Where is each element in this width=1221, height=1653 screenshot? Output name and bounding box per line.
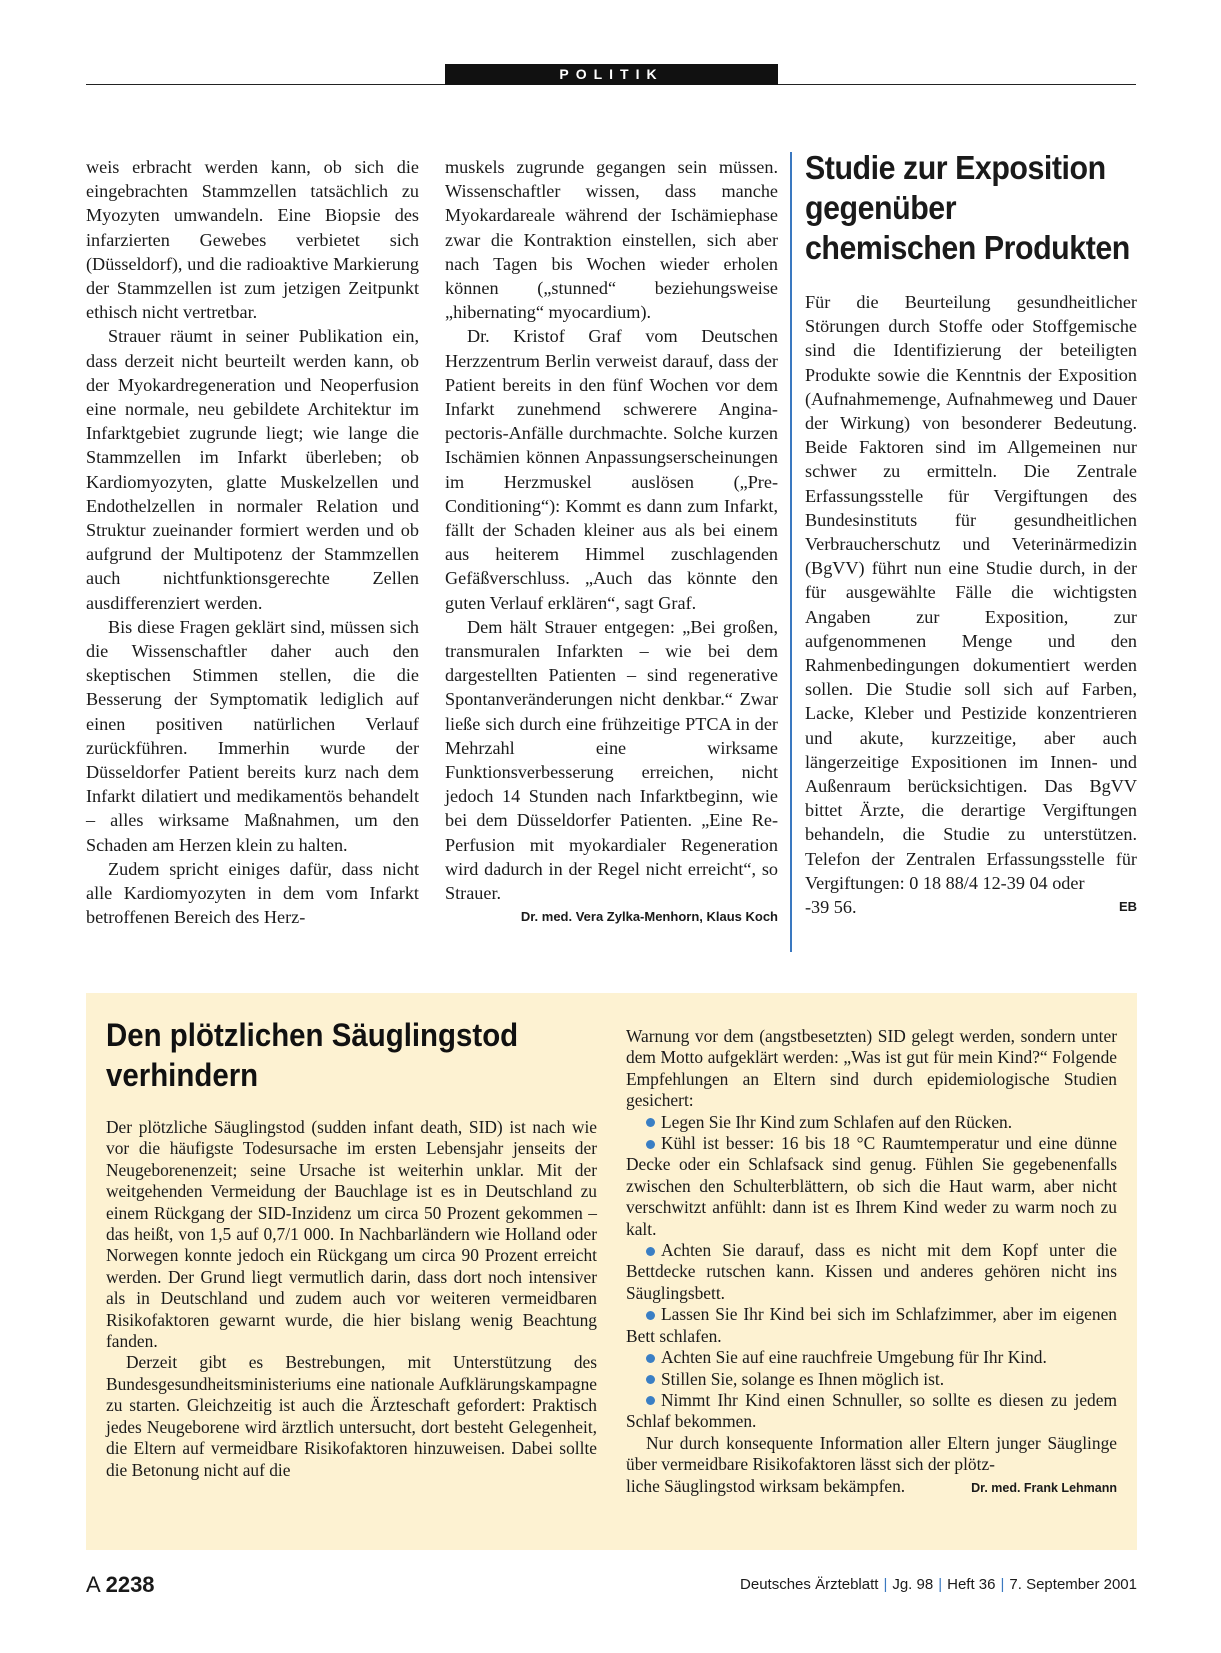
journal-info: Deutsches Ärzteblatt | Jg. 98 | Heft 36 | 7. September 2001	[740, 1576, 1137, 1593]
bullet-item: Kühl ist besser: 16 bis 18 °C Raumtemperatur und eine dünne Decke oder ein Schlafsack sind genug. Fühlen Sie gegebenenfalls zwischen den Schulterblättern, ob sich die Haut warm, aber nicht verschwitzt anfühlt: dann ist es Ihrem Kind weder zu warm noch zu kalt.	[626, 1133, 1117, 1239]
paragraph: Bis diese Fragen geklärt sind, müssen sich die Wissenschaftler daher auch den skeptischen Stimmen stellen, die die Besserung der Symptomatik lediglich auf einen positiven natürlichen Verlauf zurückführen. Immerhin wurde der Düsseldorfer Patient bereits kurz nach dem Infarkt dilatiert und medikamentös behandelt – alles wirksame Maßnahmen, um den Schaden am Herzen klein zu halten.	[86, 616, 419, 855]
paragraph: Dem hält Strauer entgegen: „Bei großen, transmuralen Infarkten – wie bei dem dargestellten Patienten – sind regenerative Spontanveränderungen nicht denkbar.“ Zwar ließe sich durch eine frühzeitige PTCA in der Mehrzahl eine wirksame Funktionsverbesserung erreichen, nicht jedoch 14 Stunden nach Infarktbeginn, wie bei dem Düsseldorfer Patienten. „Eine Re-Perfusion mit myokardialer Regeneration wird dadurch in der Regel nicht erreicht“, so Strauer.	[445, 616, 778, 904]
info-box-left-column	[106, 1117, 597, 1481]
bullet-icon	[646, 1354, 655, 1363]
bullet-item: Nimmt Ihr Kind einen Schnuller, so sollte es diesen zu jedem Schlaf bekommen.	[626, 1389, 1117, 1432]
section-label: POLITIK	[445, 64, 778, 85]
bullet-icon	[646, 1247, 655, 1256]
sidebar-author: EB	[1118, 899, 1137, 915]
bullet-item: Legen Sie Ihr Kind zum Schlafen auf den Rücken.	[626, 1112, 1117, 1133]
info-box	[86, 993, 1137, 1550]
paragraph: Nur durch konsequente Information aller Eltern junger Säuglinge über vermeidbare Risikofaktoren lässt sich der plötz-	[626, 1432, 1117, 1475]
paragraph: Dr. Kristof Graf vom Deutschen Herzzentrum Berlin verweist darauf, dass der Patient bereits in den fünf Wochen vor dem Infarkt zunehmend schwerere Angina-pectoris-Anfälle durchmachte. Solche kurzen Ischämien können Anpassungserscheinungen im Herzmuskel auslösen („Pre-Conditioning“): Kommt es dann zum Infarkt, fällt der Schaden kleiner aus als bei einem aus heiterem Himmel zuschlagenden Gefäßverschluss. „Auch das könnte den guten Verlauf erklären“, sagt Graf.	[445, 326, 778, 613]
bullet-icon	[646, 1311, 655, 1320]
paragraph: Derzeit gibt es Bestrebungen, mit Unterstützung des Bundesgesundheitsministeriums eine nationale Aufklärungskampagne zu starten. Gleichzeitig ist auch die Ärzteschaft gefordert: Praktisch jedes Neugeborene wird ärztlich untersucht, dort besteht Gelegenheit, die Eltern auf vermeidbare Risikofaktoren hinzuweisen. Dabei sollte die Betonung nicht auf die	[106, 1352, 597, 1480]
info-box-title: Den plötzlichen Säuglingstod verhindern	[106, 1017, 519, 1093]
bullet-item: Achten Sie auf eine rauchfreie Umgebung für Ihr Kind.	[626, 1347, 1117, 1368]
paragraph: Zudem spricht einiges dafür, dass nicht alle Kardiomyozyten in dem vom Infarkt betroffenen Bereich des Herz-	[86, 858, 419, 928]
article-byline: Dr. med. Vera Zylka-Menhorn, Klaus Koch	[520, 909, 778, 925]
bullet-icon	[646, 1140, 655, 1149]
bullet-item: Achten Sie darauf, dass es nicht mit dem Kopf unter die Bettdecke rutschen kann. Kissen und anderes gehören nicht ins Säuglingsbett.	[626, 1240, 1117, 1303]
bullet-icon	[646, 1396, 655, 1405]
article-column-2	[445, 155, 778, 927]
sidebar-article	[805, 148, 1137, 919]
paragraph: Warnung vor dem (angstbesetzten) SID gelegt werden, sondern unter dem Motto aufgeklärt werden: „Was ist gut für mein Kind?“ Folgende Empfehlungen an Eltern sind durch epidemiologische Studien gesichert:	[626, 1026, 1117, 1111]
info-box-right-column	[626, 1026, 1117, 1499]
article-column-1	[86, 155, 419, 930]
bullet-item: Lassen Sie Ihr Kind bei sich im Schlafzimmer, aber im eigenen Bett schlafen.	[626, 1304, 1117, 1346]
sidebar-body: Für die Beurteilung gesundheitlicher Störungen durch Stoffe oder Stoffgemische sind die Identifizierung der beteiligten Produkte sowie die Kenntnis der Exposition (Aufnahmemenge, Aufnahmeweg und Dauer der Wirkung) von besonderer Bedeutung. Beide Faktoren sind im Allgemeinen nur schwer zu ermitteln. Die Zentrale Erfassungsstelle für Vergiftungen des Bundesinstituts für gesundheitlichen Verbraucherschutz und Veterinärmedizin (BgVV) führt nun eine Studie durch, in der für ausgewählte Fälle die wichtigsten Angaben zur Exposition, zur aufgenommenen Menge und den Rahmenbedingungen dokumentiert werden sollen. Die Studie soll sich auf Farben, Lacke, Kleber und Pestizide konzentrieren und akute, kurzzeitige, aber auch längerzeitige Expositionen im Innen- und Außenraum berücksichtigen. Das BgVV bittet Ärzte, die derartige Vergiftungen behandeln, die Studie zu unterstützen. Telefon der Zentralen Erfassungsstelle für Vergiftungen: 0 18 88/4 12-39 04 oder	[805, 292, 1137, 893]
separator: |	[1000, 1576, 1005, 1593]
info-box-byline: Dr. med. Frank Lehmann	[971, 1480, 1117, 1495]
separator: |	[938, 1576, 943, 1593]
sidebar-title: Studie zur Exposition gegenüber chemischen Produkten	[805, 149, 1130, 266]
paragraph: muskels zugrunde gegangen sein müssen. Wissenschaftler wissen, dass manche Myokardareale während der Ischämiephase zwar die Kontraktion einstellen, sich aber nach Tagen bis Wochen wieder erholen können („stunned“ beziehungsweise „hibernating“ myocardium).	[445, 157, 778, 323]
bullet-item: Stillen Sie, solange es Ihnen möglich ist.	[626, 1369, 1117, 1390]
bullet-icon	[646, 1118, 655, 1127]
info-box-last-line: liche Säuglingstod wirksam bekämpfen. Dr. med. Frank Lehmann	[626, 1476, 1117, 1499]
bullet-icon	[646, 1375, 655, 1384]
paragraph: weis erbracht werden kann, ob sich die eingebrachten Stammzellen tatsächlich zu Myozyten umwandeln. Eine Biopsie des infarzierten Gewebes verbietet sich (Düsseldorf), und die radioaktive Markierung der Stammzellen ist zum jetzigen Zeitpunkt ethisch nicht vertretbar.	[86, 157, 419, 323]
sidebar-last-line: -39 56. EB	[805, 895, 1137, 919]
separator: |	[883, 1576, 888, 1593]
paragraph: Strauer räumt in seiner Publikation ein, dass derzeit nicht beurteilt werden kann, ob der Myokardregeneration und Neoperfusion eine normale, neu gebildete Architektur im Infarktgebiet zugrunde liegt; wie lange die Stammzellen im Infarkt überleben; ob Kardiomyozyten, glatte Muskelzellen und Endothelzellen in normaler Relation und Struktur zueinander formiert werden und ob aufgrund der Multipotenz der Stammzellen auch nichtfunktionsgerechte Zellen ausdifferenziert werden.	[86, 326, 419, 613]
column-divider	[790, 152, 792, 952]
paragraph: Der plötzliche Säuglingstod (sudden infant death, SID) ist nach wie vor die häufigste Todesursache im ersten Lebensjahr jenseits der Neugeborenenzeit; seine Ursache ist weiterhin unklar. Mit der weitgehenden Vermeidung der Bauchlage ist es in Deutschland zu einem Rückgang der SID-Inzidenz um circa 50 Prozent gekommen – das heißt, von 1,5 auf 0,7/1 000. In Nachbarländern wie Holland oder Norwegen konnte jedoch ein Rückgang um circa 90 Prozent erreicht werden. Der Grund liegt vermutlich darin, dass dort noch intensiver als in Deutschland und zudem auch vor weiteren vermeidbaren Risikofaktoren gewarnt wurde, die hier bislang wenig Beachtung fanden.	[106, 1117, 597, 1352]
page-number: A 2238	[86, 1572, 155, 1597]
